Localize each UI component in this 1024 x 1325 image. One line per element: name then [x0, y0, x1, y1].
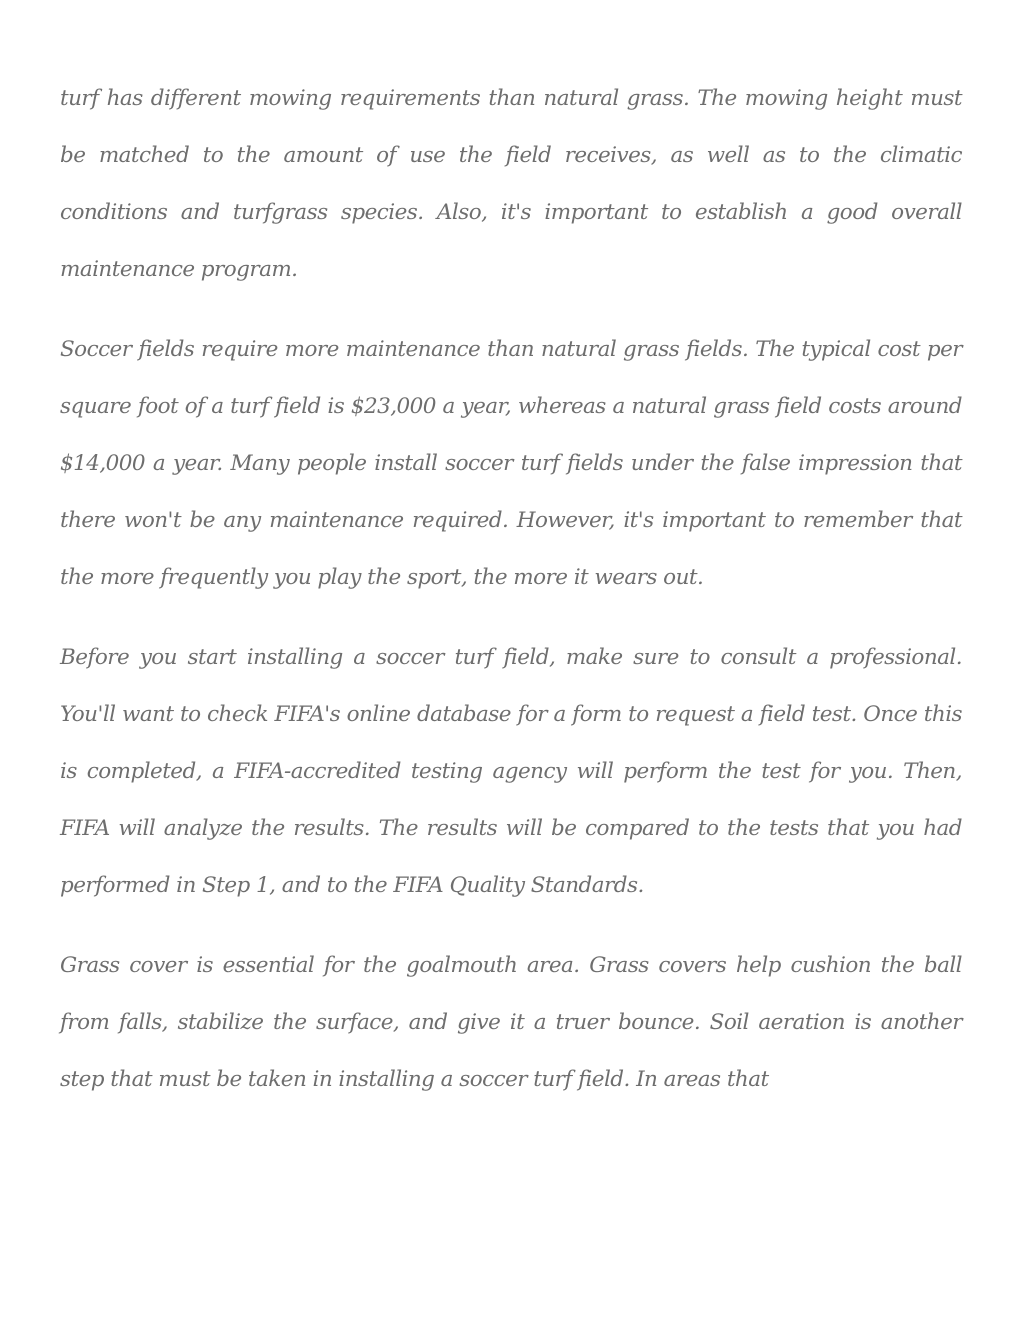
- paragraph-maintenance-cost: Soccer fields require more maintenance than natural grass fields. The typical cost per square foot of a turf field is $23,000 a year, whereas a natural grass field costs around $14,000 a year. Many people install soccer turf fields under the false impression that there won't be any maintenance required. However, it's important to remember that the more frequently you play the sport, the more it wears out.: [60, 337, 962, 590]
- paragraph-grass-cover: Grass cover is essential for the goalmouth area. Grass covers help cushion the ball from falls, stabilize the surface, and give it a truer bounce. Soil aeration is another step that must be taken in installing a soccer turf field. In areas that: [60, 953, 962, 1092]
- paragraph-mowing: turf has different mowing requirements than natural grass. The mowing height must be matched to the amount of use the field receives, as well as to the climatic conditions and turfgrass species. Also, it's important to establish a good overall maintenance program.: [60, 86, 962, 282]
- document-page: [60, 70, 962, 1131]
- paragraph-fifa-testing: Before you start installing a soccer turf field, make sure to consult a professional. You'll want to check FIFA's online database for a form to request a field test. Once this is completed, a FIFA-accredited testing agency will perform the test for you. Then, FIFA will analyze the results. The results will be compared to the tests that you had performed in Step 1, and to the FIFA Quality Standards.: [60, 645, 962, 898]
